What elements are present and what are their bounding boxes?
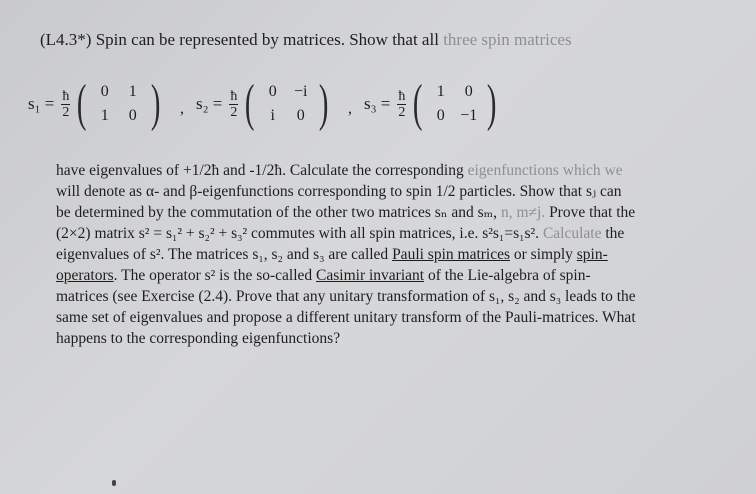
matrix-s1 xyxy=(28,75,164,132)
page-speck xyxy=(112,480,116,486)
exercise-body xyxy=(56,160,716,349)
term-casimir-invariant: Casimir invariant xyxy=(316,267,425,284)
matrix-s3 xyxy=(364,75,500,132)
body-line-1: have eigenvalues of +1/2ħ and -1/2ħ. Calculate the corresponding eigenfunctions which we xyxy=(56,162,623,179)
body-line-8: same set of eigenvalues and propose a different unitary transform of the Pauli-matrices. What xyxy=(56,309,636,326)
body-line-5: eigenvalues of s². The matrices s₁, s₂ and s₃ are called Pauli spin matrices or simply spin- xyxy=(56,246,608,263)
term-spin-operators-start: spin- xyxy=(576,246,608,263)
body-line-3: be determined by the commutation of the other two matrices sₙ and sₘ, n, m≠j. Prove that the xyxy=(56,204,636,221)
exercise-title xyxy=(40,30,572,50)
term-spin-operators-end: operators xyxy=(56,267,114,284)
right-paren: ) xyxy=(486,75,497,132)
left-paren: ( xyxy=(245,75,255,132)
term-pauli-spin-matrices: Pauli spin matrices xyxy=(392,246,511,263)
matrix-cells: 0 1 1 0 xyxy=(100,83,137,124)
matrix-cells: 0 −i i 0 xyxy=(268,83,308,124)
body-line-4: (2×2) matrix s² = s₁² + s₂² + s₃² commutes with all spin matrices, i.e. s²s₁=s₁s². Calculate the xyxy=(56,225,625,242)
left-paren: ( xyxy=(413,75,423,132)
matrix-symbol: s₂ = xyxy=(196,94,223,113)
hbar-over-two: $\frac{ħ}{2}$ xyxy=(62,88,70,120)
exercise-label: (L4.3*) xyxy=(40,30,92,49)
left-paren: ( xyxy=(77,75,87,132)
body-line-9: happens to the corresponding eigenfunctions? xyxy=(56,330,341,347)
matrix-s2 xyxy=(196,75,332,132)
separator-comma: , xyxy=(348,100,352,117)
exercise-heading-faded: three spin matrices xyxy=(443,30,572,49)
body-line-6: operators. The operator s² is the so-called Casimir invariant of the Lie-algebra of spin- xyxy=(56,267,591,284)
hbar-over-two: $\frac{ħ}{2}$ xyxy=(230,88,238,120)
right-paren: ) xyxy=(318,75,329,132)
body-line-7: matrices (see Exercise (2.4). Prove that any unitary transformation of s₁, s₂ and s₃ leads to the xyxy=(56,288,636,305)
exercise-heading-text: Spin can be represented by matrices. Show that all xyxy=(95,30,439,49)
matrix-cells: 1 0 0 −1 xyxy=(436,83,478,124)
matrix-symbol: s₁ = xyxy=(28,94,55,113)
right-paren: ) xyxy=(150,75,161,132)
separator-comma: , xyxy=(180,100,184,117)
matrix-symbol: s₃ = xyxy=(364,94,391,113)
hbar-over-two: $\frac{ħ}{2}$ xyxy=(398,88,406,120)
body-line-2: will denote as α- and β-eigenfunctions corresponding to spin 1/2 particles. Show that sⱼ can xyxy=(56,183,622,200)
spin-matrices xyxy=(28,75,748,138)
